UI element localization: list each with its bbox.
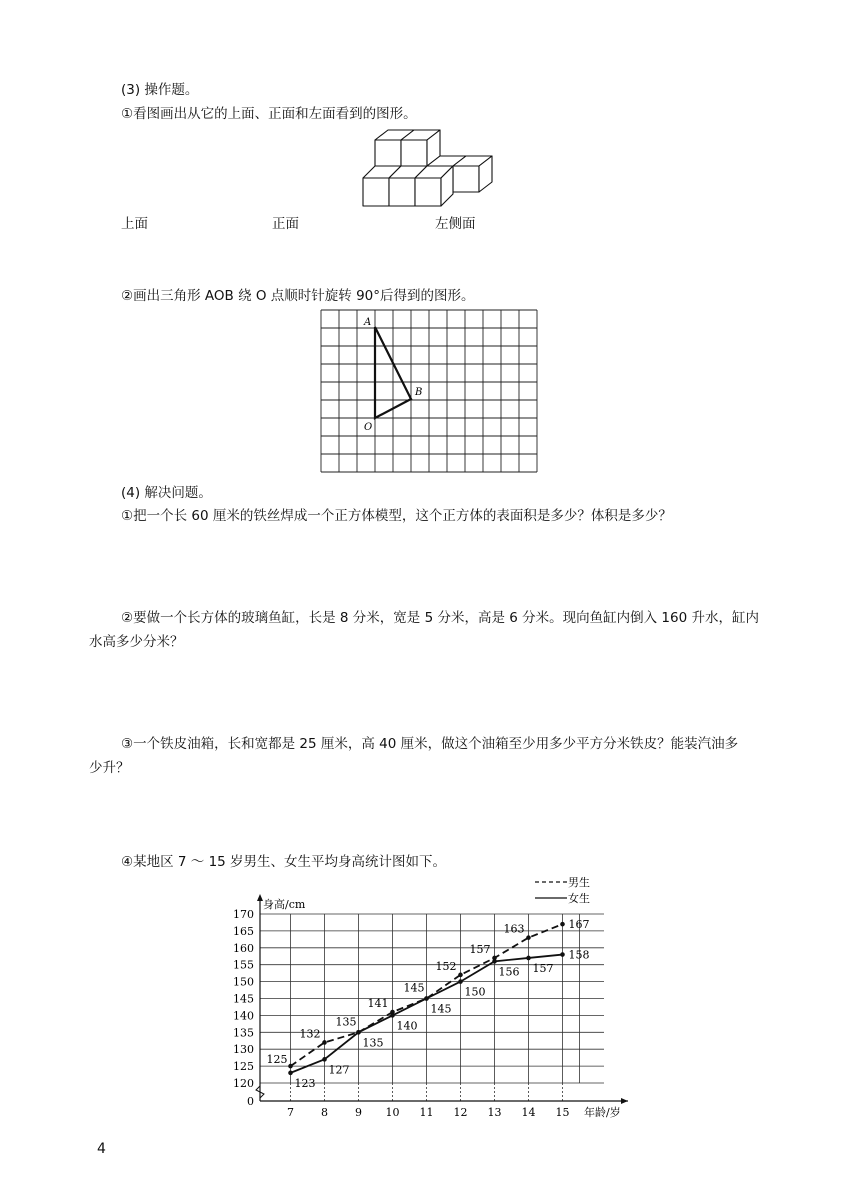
question-3-2-text: ②画出三角形 AOB 绕 O 点顺时针旋转 90°后得到的图形。 [121, 288, 475, 304]
data-label-boys: 132 [299, 1027, 321, 1041]
x-tick-label: 10 [385, 1106, 400, 1118]
y-tick-label: 170 [233, 908, 254, 921]
height-line-chart [220, 868, 640, 1118]
y-tick-label: 130 [233, 1043, 254, 1057]
point-b-label: B [415, 387, 423, 398]
data-label-girls: 150 [464, 985, 486, 999]
x-tick-label: 9 [355, 1106, 362, 1118]
data-label-girls: 158 [568, 948, 590, 962]
x-tick-label: 7 [287, 1106, 294, 1118]
y-tick-label: 145 [233, 992, 254, 1006]
data-label-boys: 145 [403, 981, 425, 995]
question-4-3-line1: ③一个铁皮油箱，长和宽都是 25 厘米，高 40 厘米，做这个油箱至少用多少平方分米铁皮？能装汽油多 [121, 736, 739, 752]
data-point-girls [288, 1071, 293, 1076]
page-number: 4 [97, 1141, 106, 1157]
label-left-view: 左侧面 [435, 216, 476, 232]
question-4-4-text: ④某地区 7 ～ 15 岁男生、女生平均身高统计图如下。 [121, 854, 447, 870]
label-front-view: 正面 [272, 216, 299, 232]
y-tick-label: 140 [233, 1009, 254, 1023]
section-3-heading: (3) 操作题。 [121, 82, 199, 98]
y-tick-label: 125 [233, 1060, 254, 1074]
y-tick-label: 120 [233, 1077, 254, 1090]
data-point-girls [424, 996, 429, 1001]
data-point-boys [288, 1064, 293, 1069]
y-tick-label: 160 [233, 941, 254, 955]
y-tick-label: 135 [233, 1026, 254, 1040]
data-label-girls: 135 [362, 1036, 384, 1050]
label-top-view: 上面 [121, 216, 148, 232]
question-3-1-text: ①看图画出从它的上面、正面和左面看到的图形。 [121, 106, 417, 122]
x-tick-label: 14 [521, 1106, 536, 1118]
point-o-label: O [364, 422, 373, 433]
data-point-boys [458, 973, 463, 978]
data-label-girls: 123 [294, 1076, 316, 1090]
data-label-boys: 135 [335, 1015, 357, 1029]
data-point-girls [458, 979, 463, 984]
question-4-1-text: ①把一个长 60 厘米的铁丝焊成一个正方体模型，这个正方体的表面积是多少？体积是多少？ [121, 508, 672, 524]
x-axis-title: 年龄/岁 [584, 1106, 621, 1118]
y-tick-label: 155 [233, 958, 254, 972]
x-tick-label: 15 [555, 1106, 570, 1118]
x-tick-label: 12 [453, 1106, 468, 1118]
data-label-girls: 145 [430, 1002, 452, 1016]
section-4-heading: (4) 解决问题。 [121, 485, 212, 501]
y-tick-label: 165 [233, 924, 254, 938]
data-label-boys: 141 [367, 997, 389, 1011]
legend-label-girls: 女生 [568, 892, 590, 905]
data-point-girls [560, 952, 565, 957]
data-point-girls [356, 1030, 361, 1035]
question-4-3-line2: 少升？ [89, 760, 130, 776]
data-point-girls [492, 959, 497, 964]
data-label-boys: 125 [266, 1053, 288, 1067]
cube-stack-figure [355, 124, 500, 208]
x-axis-arrow [621, 1098, 628, 1104]
data-label-girls: 157 [532, 961, 554, 975]
data-label-boys: 152 [435, 959, 457, 973]
data-label-boys: 167 [568, 918, 590, 932]
x-tick-label: 13 [487, 1106, 502, 1118]
data-point-boys [526, 935, 531, 940]
data-point-girls [390, 1013, 395, 1018]
data-label-girls: 140 [396, 1019, 418, 1033]
data-label-girls: 156 [498, 965, 520, 979]
data-label-boys: 157 [469, 942, 491, 956]
x-tick-label: 8 [321, 1106, 328, 1118]
point-a-label: A [364, 317, 372, 328]
question-4-2-line1: ②要做一个长方体的玻璃鱼缸，长是 8 分米，宽是 5 分米，高是 6 分米。现向鱼缸内倒入 160 升水，缸内 [121, 610, 759, 626]
data-point-girls [526, 956, 531, 961]
data-point-girls [322, 1057, 327, 1062]
data-point-boys [322, 1040, 327, 1045]
data-point-boys [560, 922, 565, 927]
legend-label-boys: 男生 [568, 876, 590, 889]
data-label-girls: 127 [328, 1063, 350, 1077]
y-axis-title: 身高/cm [263, 898, 306, 911]
y-tick-label: 150 [233, 975, 254, 989]
data-label-boys: 163 [503, 922, 525, 936]
rotation-grid [318, 308, 540, 476]
question-4-2-line2: 水高多少分米？ [89, 634, 184, 650]
y-tick-label: 0 [247, 1095, 254, 1108]
x-tick-label: 11 [419, 1106, 434, 1118]
